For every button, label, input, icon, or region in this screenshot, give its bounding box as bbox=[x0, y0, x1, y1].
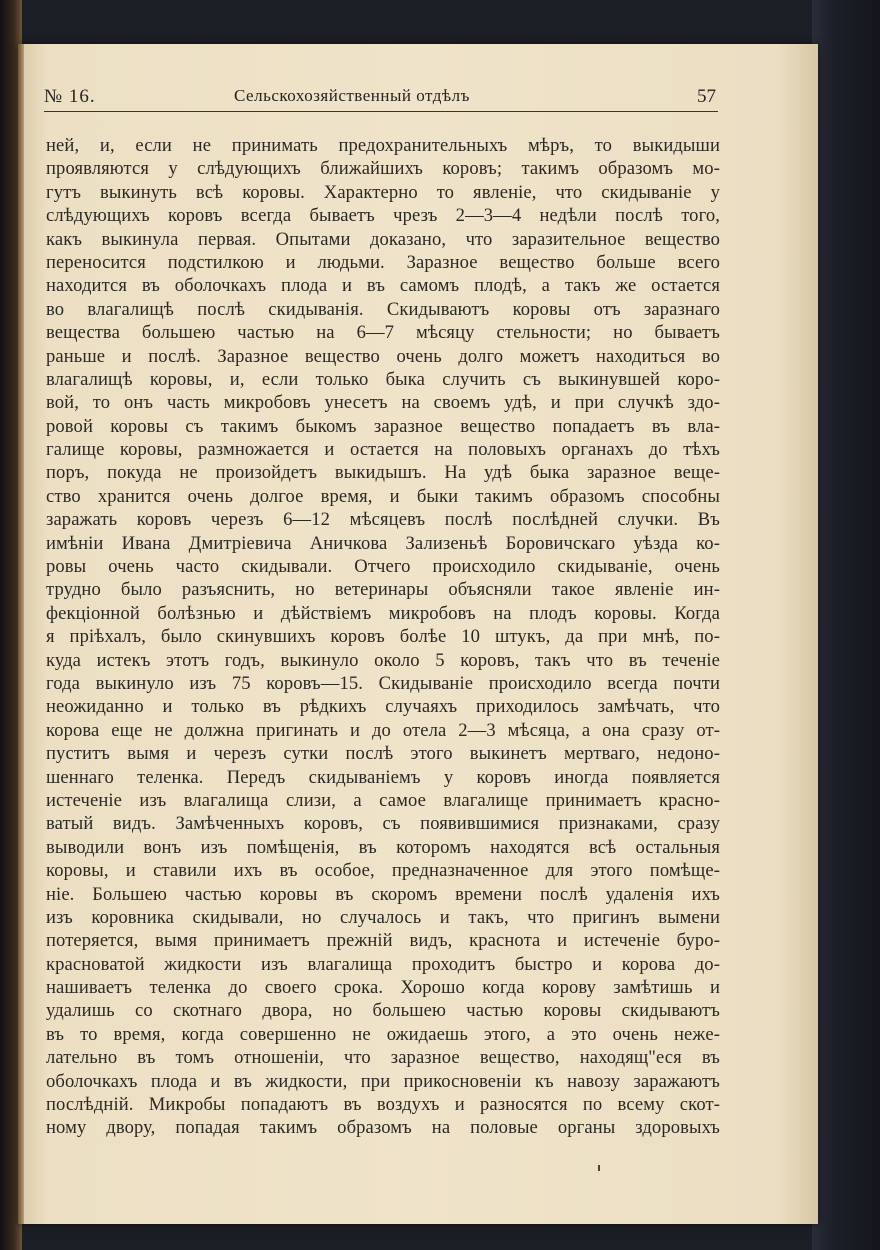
text-line: ватый видъ. Замѣченныхъ коровъ, съ появившимися признаками, сразу bbox=[46, 813, 720, 835]
text-line: какъ выкинула первая. Опытами доказано, что заразительное вещество bbox=[46, 228, 720, 250]
text-line: во влагалищѣ послѣ скидыванія. Скидываютъ коровы отъ заразнаго bbox=[46, 298, 720, 320]
text-line: истеченіе изъ влагалища слизи, а самое влагалище принимаетъ красно- bbox=[46, 789, 720, 811]
header-rule bbox=[44, 111, 718, 112]
text-line: проявляются у слѣдующихъ ближайшихъ коровъ; такимъ образомъ мо- bbox=[46, 158, 720, 180]
text-line: заражать коровъ черезъ 6—12 мѣсяцевъ послѣ послѣдней случки. Въ bbox=[46, 509, 720, 531]
text-line: лательно въ томъ отношеніи, что заразное вещество, находящ"еся въ bbox=[46, 1047, 720, 1069]
text-line: находится въ оболочкахъ плода и въ самомъ плодѣ, а такъ же остается bbox=[46, 275, 720, 297]
text-line: шеннаго теленка. Передъ скидываніемъ у коровъ иногда появляется bbox=[46, 766, 720, 788]
text-line: раньше и послѣ. Заразное вещество очень долго можетъ находиться во bbox=[46, 345, 720, 367]
text-line: года выкинуло изъ 75 коровъ—15. Скидываніе происходило всегда почти bbox=[46, 672, 720, 694]
text-line: коровы, и ставили ихъ въ особое, предназначенное для этого помѣще- bbox=[46, 860, 720, 882]
text-line: галище коровы, размножается и остается на половыхъ органахъ до тѣхъ bbox=[46, 439, 720, 461]
text-line: куда истекъ этотъ годъ, выкинуло около 5 коровъ, такъ что въ теченіе bbox=[46, 649, 720, 671]
text-line: слѣдующихъ коровъ всегда бываетъ чрезъ 2—3—4 недѣли послѣ того, bbox=[46, 205, 720, 227]
text-line: ство хранится очень долгое время, и быки такимъ образомъ способны bbox=[46, 485, 720, 507]
text-line: влагалищѣ коровы, и, если только быка случить съ выкинувшей коро- bbox=[46, 368, 720, 390]
text-line: послѣдній. Микробы попадаютъ въ воздухъ и разносятся по всему скот- bbox=[46, 1094, 720, 1116]
text-line: оболочкахъ плода и въ жидкости, при прикосновеніи къ навозу заражаютъ bbox=[46, 1070, 720, 1092]
body-text bbox=[46, 134, 720, 1140]
text-line: переносится подстилкою и людьми. Заразное вещество больше всего bbox=[46, 251, 720, 273]
text-line: красноватой жидкости изъ влагалища проходитъ быстро и корова до- bbox=[46, 953, 720, 975]
text-line: ніе. Большею частью коровы въ скоромъ времени послѣ удаленія ихъ bbox=[46, 883, 720, 905]
text-line: въ то время, когда совершенно не ожидаешь этого, а это очень нежe- bbox=[46, 1023, 720, 1045]
text-line: ному двору, попадая такимъ образомъ на половые органы здоровыхъ bbox=[46, 1117, 720, 1139]
section-title: Сельскохозяйственный отдѣлъ bbox=[234, 86, 470, 105]
page-gutter-edge bbox=[18, 44, 24, 1224]
text-line: имѣніи Ивана Дмитріевича Аничкова Зализеньѣ Боровичскаго уѣзда ко- bbox=[46, 532, 720, 554]
text-line: ней, и, если не принимать предохранительныхъ мѣръ, то выкидыши bbox=[46, 135, 720, 156]
text-line: поръ, покуда не произойдетъ выкидышъ. На удѣ быка заразное веще- bbox=[46, 462, 720, 484]
text-line: корова еще не должна пригинать и до отела 2—3 мѣсяца, а она сразу от- bbox=[46, 719, 720, 741]
text-line: выводили вонъ изъ помѣщенія, въ которомъ находятся всѣ остальныя bbox=[46, 836, 720, 858]
text-line: удалишь со скотнаго двора, но большею частью коровы скидываютъ bbox=[46, 1000, 720, 1022]
text-line: вещества большею частью на 6—7 мѣсяцу стельности; но бываетъ bbox=[46, 322, 720, 344]
text-line: пуститъ вымя и черезъ сутки послѣ этого выкинетъ мертваго, недоно- bbox=[46, 743, 720, 765]
text-line: изъ коровника скидывали, но случалось и такъ, что пригинъ вымени bbox=[46, 906, 720, 928]
text-line: я пріѣхалъ, было скинувшихъ коровъ болѣе 10 штукъ, да при мнѣ, по- bbox=[46, 626, 720, 648]
text-line: потеряется, вымя принимаетъ прежній видъ, краснота и истеченіе буро- bbox=[46, 930, 720, 952]
text-line: нашиваетъ теленка до своего срока. Хорошо когда корову замѣтишь и bbox=[46, 977, 720, 999]
text-line: ровой коровы съ такимъ быкомъ заразное вещество попадаетъ въ вла- bbox=[46, 415, 720, 437]
text-line: вой, то онъ часть микробовъ унесетъ на своемъ удѣ, и при случкѣ здо- bbox=[46, 392, 720, 414]
ink-speck bbox=[598, 1165, 600, 1171]
issue-number: № 16. bbox=[44, 86, 96, 107]
running-header bbox=[44, 86, 716, 114]
page-number: 57 bbox=[697, 86, 716, 107]
text-line: трудно было разъяснить, но ветеринары объясняли такое явленіе ин- bbox=[46, 579, 720, 601]
text-line: гутъ выкинуть всѣ коровы. Характерно то явленіе, что скидываніе у bbox=[46, 181, 720, 203]
text-line: фекціонной болѣзнью и дѣйствіемъ микробовъ на плодъ коровы. Когда bbox=[46, 602, 720, 624]
text-line: ровы очень часто скидывали. Отчего происходило скидываніе, очень bbox=[46, 556, 720, 578]
book-cover-right bbox=[812, 0, 880, 1250]
text-line: неожиданно и только въ рѣдкихъ случаяхъ приходилось замѣчать, что bbox=[46, 696, 720, 718]
